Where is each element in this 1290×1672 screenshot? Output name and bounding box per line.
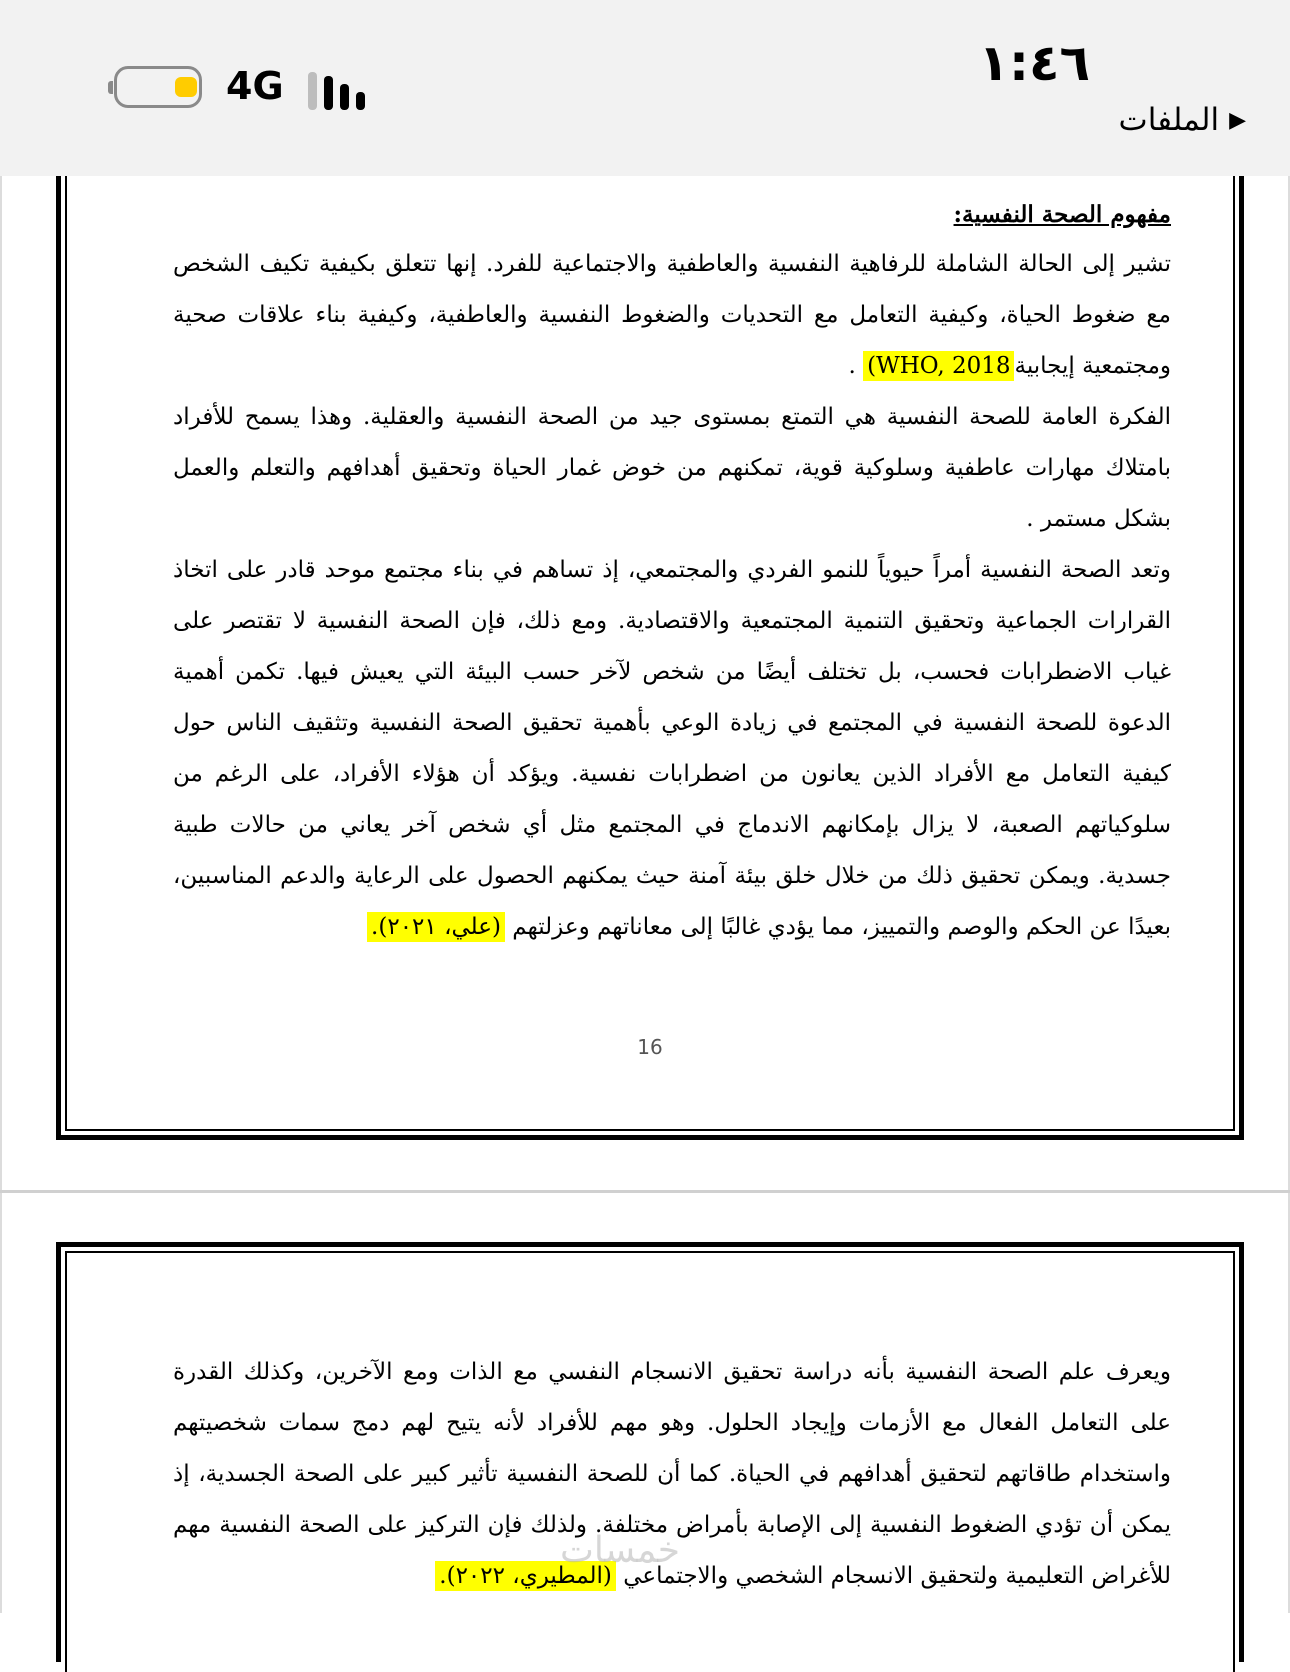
watermark-logo: خمسات [560, 1530, 681, 1571]
network-type: 4G [226, 64, 284, 108]
highlighted-citation: (علي، ٢٠٢١). [367, 912, 505, 942]
paragraph-importance [173, 545, 1171, 953]
viewer-edge [0, 1193, 2, 1613]
status-bar [0, 0, 1290, 176]
paragraph-definition [173, 239, 1171, 392]
document-page-17 [56, 1242, 1244, 1662]
clock-time: ١:٤٦ [978, 34, 1090, 92]
paragraph-text: وتعد الصحة النفسية أمراً حيوياً للنمو الفردي والمجتمعي، إذ تساهم في بناء مجتمع موحد قادر على اتخاذ القرارات الجماعية وتحقيق التنمية المجتمعية والاقتصادية. ومع ذلك، فإن الصحة النفسية لا تقتصر على غياب الاضطرابات فحسب، بل تختلف أيضًا من شخص لآخر حسب البيئة التي يعيش فيها. تكمن أهمية الدعوة للصحة النفسية في المجتمع في زيادة الوعي بأهمية تحقيق الصحة النفسية وتثقيف الناس حول كيفية التعامل مع الأفراد الذين يعانون من اضطرابات نفسية. ويؤكد أن هؤلاء الأفراد، على الرغم من سلوكياتهم الصعبة، لا يزال بإمكانهم الاندماج في المجتمع مثل أي شخص آخر يعاني من حالات طبية جسدية. ويمكن تحقيق ذلك من خلال خلق بيئة آمنة حيث يمكنهم الحصول على الرعاية والدعم المناسبين، بعيدًا عن الحكم والوصم والتمييز، مما يؤدي غالبًا إلى معاناتهم وعزلتهم [173, 557, 1171, 940]
back-to-files-button[interactable] [1119, 102, 1246, 138]
battery-icon [114, 66, 202, 108]
signal-bars-icon [308, 66, 378, 110]
page-content [173, 195, 1171, 953]
paragraph-end: . [848, 353, 864, 379]
page-divider [0, 1190, 1290, 1193]
triangle-right-icon: ▶ [1229, 107, 1246, 133]
page-number: 16 [637, 1035, 663, 1059]
section-heading: مفهوم الصحة النفسية: [953, 201, 1171, 228]
battery-nub [108, 81, 113, 94]
paragraph-general-idea: الفكرة العامة للصحة النفسية هي التمتع بمستوى جيد من الصحة النفسية والعقلية. وهذا يسمح للأفراد بامتلاك مهارات عاطفية وسلوكية قوية، تمكنهم من خوض غمار الحياة وتحقيق أهدافهم والتعلم والعمل بشكل مستمر . [173, 404, 1171, 532]
battery-fill [175, 77, 197, 97]
back-label: الملفات [1118, 102, 1220, 138]
viewer-edge [0, 176, 2, 1190]
paragraph-text: ويعرف علم الصحة النفسية بأنه دراسة تحقيق الانسجام النفسي مع الذات ومع الآخرين، وكذلك القدرة على التعامل الفعال مع الأزمات وإيجاد الحلول. وهو مهم للأفراد لأنه يتيح لهم دمج سمات شخصيتهم واستخدام طاقاتهم لتحقيق أهدافهم في الحياة. كما أن للصحة النفسية تأثير كبير على الصحة الجسدية، إذ يمكن أن تؤدي الضغوط النفسية إلى الإصابة بأمراض مختلفة. ولذلك فإن التركيز على الصحة النفسية مهم للأغراض التعليمية ولتحقيق الانسجام الشخصي والاجتماعي [173, 1359, 1171, 1589]
document-page-16 [56, 150, 1244, 1140]
highlighted-citation: (WHO, 2018 [863, 351, 1014, 381]
paragraph-text: تشير إلى الحالة الشاملة للرفاهية النفسية والعاطفية والاجتماعية للفرد. إنها تتعلق بكيفية تكيف الشخص مع ضغوط الحياة، وكيفية التعامل مع التحديات والضغوط النفسية والعاطفية، وكيفية بناء علاقات صحية ومجتمعية إيجابية [173, 251, 1171, 379]
highlighted-citation: (المطيري، ٢٠٢٢). [435, 1561, 616, 1591]
